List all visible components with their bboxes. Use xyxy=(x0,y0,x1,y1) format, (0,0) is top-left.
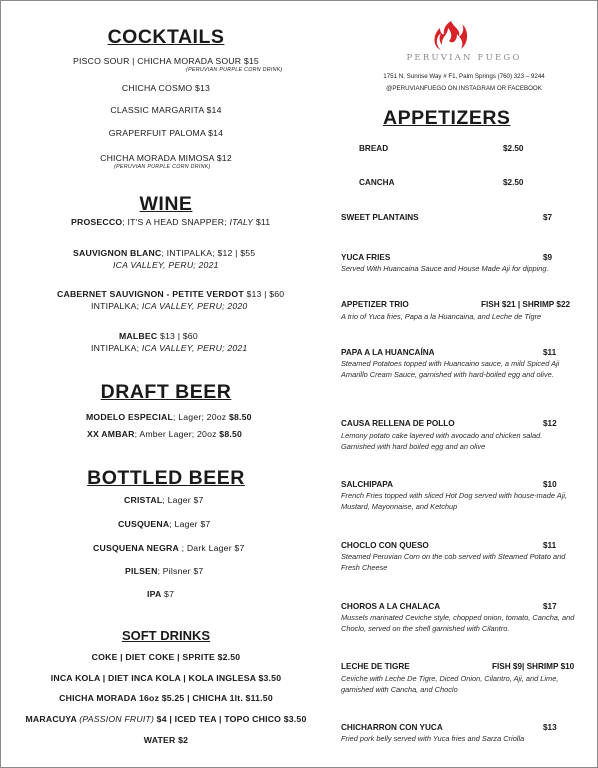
cocktail-note: (PERUVIAN PURPLE CORN DRINK) xyxy=(114,164,211,170)
cocktail-item: PISCO SOUR | CHICHA MORADA SOUR $15 xyxy=(73,56,259,66)
wine-heading: WINE xyxy=(139,193,193,215)
appetizer-name: CHOROS A LA CHALACA xyxy=(341,602,441,611)
cocktail-item: CLASSIC MARGARITA $14 xyxy=(110,105,222,115)
brand-social: @PERUVIANFUEGO ON INSTAGRAM OR FACEBOOK xyxy=(386,85,542,92)
appetizer-description: Fried pork belly served with Yuca fries and Sarza Criolla xyxy=(341,734,525,743)
draft-beer-item: MODELO ESPECIAL; Lager; 20oz $8.50 xyxy=(86,412,252,422)
appetizer-description: Mussels marinated Ceviche style, chopped onion, tomato, Cancha, and Choclo, served on the shell garnished with Cilantro. xyxy=(341,613,575,634)
food-column xyxy=(331,1,597,767)
wine-item: SAUVIGNON BLANC; INTIPALKA; $12 | $55 xyxy=(73,248,256,258)
appetizer-price: $9 xyxy=(543,253,553,262)
appetizer-name: APPETIZER TRIO xyxy=(341,300,409,309)
wine-region: INTIPALKA; ICA VALLEY, PERU; 2021 xyxy=(91,343,248,353)
cocktail-item: CHICHA MORADA MIMOSA $12 xyxy=(100,153,232,163)
appetizers-heading: APPETIZERS xyxy=(383,107,511,129)
draft-beer-heading: DRAFT BEER xyxy=(100,381,232,403)
bottled-beer-item: CUSQUENA; Lager $7 xyxy=(118,519,211,529)
soft-drink-item: CHICHA MORADA 16oz $5.25 | CHICHA 1lt. $11.50 xyxy=(59,693,273,703)
cocktails-heading: COCKTAILS xyxy=(107,26,225,48)
appetizer-description: Steamed Potatoes topped with Huancaino sauce, a mild Spiced Aji Amarillo Cream Sauce, garnished with hard-boiled egg and olive. xyxy=(341,359,560,380)
appetizer-name: LECHE DE TIGRE xyxy=(341,662,410,671)
appetizer-price: $13 xyxy=(543,723,557,732)
appetizer-price: $10 xyxy=(543,480,557,489)
appetizer-price: $11 xyxy=(543,348,557,357)
bottled-beer-heading: BOTTLED BEER xyxy=(87,467,245,489)
soft-drink-item: INCA KOLA | DIET INCA KOLA | KOLA INGLESA $3.50 xyxy=(50,673,282,683)
appetizer-description: Served With Huancaina Sauce and House Made Aji for dipping. xyxy=(341,264,549,273)
appetizer-name: CANCHA xyxy=(359,178,395,187)
appetizer-description: A trio of Yuca fries, Papa a la Huancaina, and Leche de Tigre xyxy=(341,312,542,321)
drinks-column xyxy=(1,1,331,767)
soft-drink-item: COKE | DIET COKE | SPRITE $2.50 xyxy=(91,652,241,662)
bottled-beer-item: IPA $7 xyxy=(147,589,175,599)
appetizer-price: $2.50 xyxy=(503,144,524,153)
cocktail-note: (PERUVIAN PURPLE CORN DRINK) xyxy=(186,67,283,73)
soft-drink-item: WATER $2 xyxy=(143,735,189,745)
cocktail-item: GRAPERFUIT PALOMA $14 xyxy=(108,128,224,138)
draft-beer-item: XX AMBAR; Amber Lager; 20oz $8.50 xyxy=(87,429,243,439)
wine-item: MALBEC $13 | $60 xyxy=(119,331,198,341)
appetizer-price: $17 xyxy=(543,602,557,611)
brand-name: PERUVIAN FUEGO xyxy=(406,53,522,63)
soft-drink-item: MARACUYA (PASSION FRUIT) $4 | ICED TEA | TOPO CHICO $3.50 xyxy=(25,714,307,724)
appetizer-name: SALCHIPAPA xyxy=(341,480,394,489)
soft-drinks-heading: SOFT DRINKS xyxy=(121,628,211,643)
appetizer-price: $12 xyxy=(543,419,557,428)
appetizer-name: CHOCLO CON QUESO xyxy=(341,541,429,550)
cocktail-item: CHICHA COSMO $13 xyxy=(121,83,211,93)
bottled-beer-item: CRISTAL; Lager $7 xyxy=(124,495,204,505)
appetizer-description: Lemony potato cake layered with avocado and chicken salad. Garnished with hard boiled egg and an olive xyxy=(341,431,543,452)
appetizer-description: Steamed Peruvian Corn on the cob served with Steamed Potato and Fresh Cheese xyxy=(341,552,566,573)
appetizer-price: FISH $9| SHRIMP $10 xyxy=(492,662,575,671)
appetizer-name: CAUSA RELLENA DE POLLO xyxy=(341,419,455,428)
appetizer-name: BREAD xyxy=(359,144,389,153)
appetizer-price: $11 xyxy=(543,541,557,550)
appetizer-price: $7 xyxy=(543,213,553,222)
appetizer-name: CHICHARRON CON YUCA xyxy=(341,723,443,732)
appetizer-description: Ceviche with Leche De Tigre, Diced Onion, Cilantro, Aji, and Lime, garnished with Cancha, and Choclo xyxy=(341,674,559,695)
appetizer-price: FISH $21 | SHRIMP $22 xyxy=(481,300,571,309)
brand-address: 1751 N. Sunrise Way # F1, Palm Springs (760) 323 – 9244 xyxy=(383,73,545,80)
bottled-beer-item: CUSQUENA NEGRA ; Dark Lager $7 xyxy=(93,543,245,553)
bottled-beer-item: PILSEN; Pilsner $7 xyxy=(125,566,204,576)
flame-logo-icon xyxy=(431,19,471,53)
appetizer-name: YUCA FRIES xyxy=(341,253,391,262)
wine-item: CABERNET SAUVIGNON - PETITE VERDOT $13 | $60 xyxy=(57,289,285,299)
appetizer-name: PAPA A LA HUANCAÍNA xyxy=(341,348,435,357)
wine-region: ICA VALLEY, PERU; 2021 xyxy=(113,260,219,270)
wine-region: INTIPALKA; ICA VALLEY, PERU; 2020 xyxy=(91,301,248,311)
wine-item: PROSECCO; IT'S A HEAD SNAPPER; ITALY $11 xyxy=(71,217,271,227)
appetizer-name: SWEET PLANTAINS xyxy=(341,213,419,222)
appetizer-description: French Fries topped with sliced Hot Dog served with house-made Aji, Mustard, Mayonnaise, and Ketchup xyxy=(341,491,568,512)
appetizer-price: $2.50 xyxy=(503,178,524,187)
